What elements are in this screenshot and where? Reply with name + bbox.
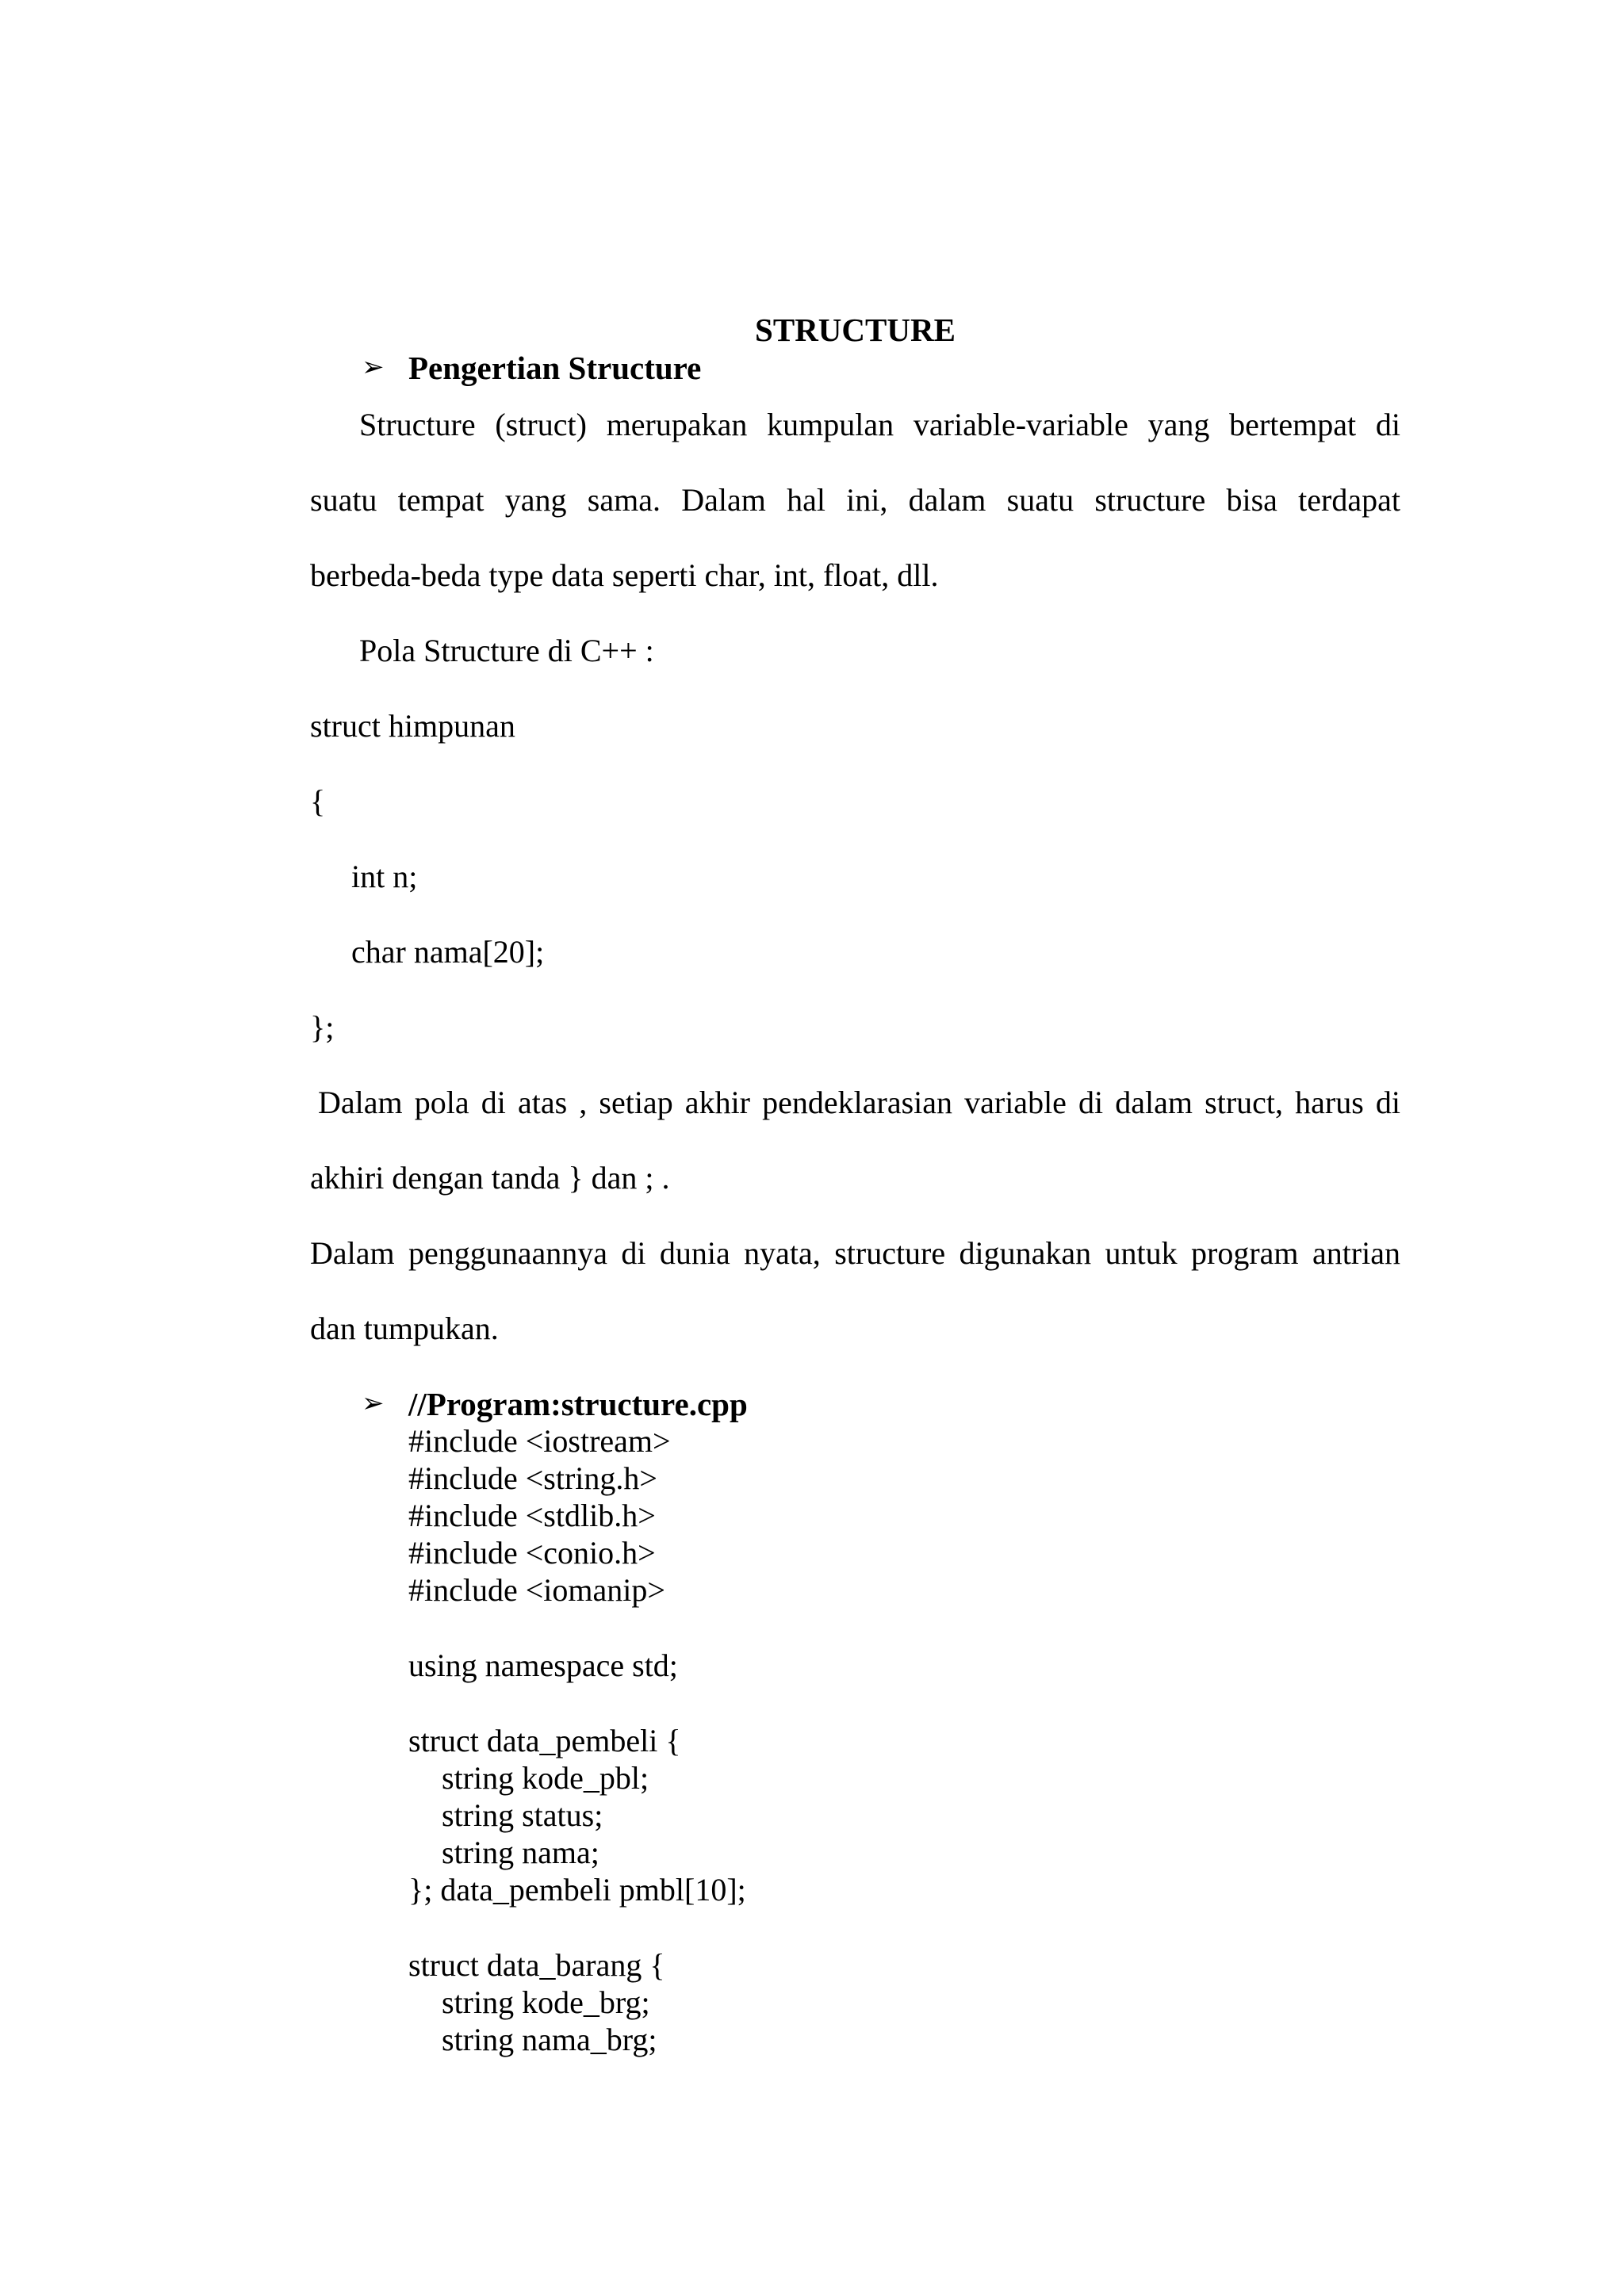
code-line: struct data_pembeli { (408, 1723, 681, 1758)
paragraph-line: Dalam penggunaannya di dunia nyata, structure digunakan untuk program antrian (310, 1235, 1400, 1271)
code-line: struct himpunan (310, 708, 515, 744)
paragraph-line: berbeda-beda type data seperti char, int, float, dll. (310, 557, 939, 593)
bullet-arrow-icon: ➢ (362, 1389, 385, 1418)
page-title: STRUCTURE (755, 312, 956, 348)
code-line: struct data_barang { (408, 1947, 665, 1983)
code-line: string nama; (442, 1835, 599, 1870)
paragraph-line: dan tumpukan. (310, 1311, 499, 1346)
code-line: { (310, 783, 326, 819)
code-line: #include <iostream> (408, 1423, 671, 1459)
code-line: string kode_pbl; (442, 1760, 649, 1796)
code-line: int n; (351, 859, 418, 894)
section-heading-program: //Program:structure.cpp (408, 1386, 748, 1422)
paragraph-line: akhiri dengan tanda } dan ; . (310, 1160, 670, 1196)
code-line: }; (310, 1009, 335, 1045)
paragraph-line: Dalam pola di atas , setiap akhir pendeklarasian variable di dalam struct, harus di (318, 1085, 1400, 1120)
code-line: string kode_brg; (442, 1984, 650, 2020)
code-line: }; data_pembeli pmbl[10]; (408, 1872, 746, 1908)
code-line: #include <stdlib.h> (408, 1498, 656, 1533)
code-line: #include <conio.h> (408, 1535, 656, 1571)
paragraph-line: suatu tempat yang sama. Dalam hal ini, dalam suatu structure bisa terdapat (310, 482, 1400, 518)
paragraph-line: Structure (struct) merupakan kumpulan variable-variable yang bertempat di (359, 407, 1400, 442)
pola-label: Pola Structure di C++ : (359, 633, 654, 668)
code-line: #include <string.h> (408, 1460, 657, 1496)
section-heading-pengertian: Pengertian Structure (408, 350, 702, 386)
bullet-arrow-icon: ➢ (362, 353, 385, 382)
code-line: using namespace std; (408, 1647, 678, 1683)
code-line: string nama_brg; (442, 2022, 657, 2057)
code-line: char nama[20]; (351, 934, 545, 970)
code-line: string status; (442, 1797, 603, 1833)
code-line: #include <iomanip> (408, 1572, 665, 1608)
